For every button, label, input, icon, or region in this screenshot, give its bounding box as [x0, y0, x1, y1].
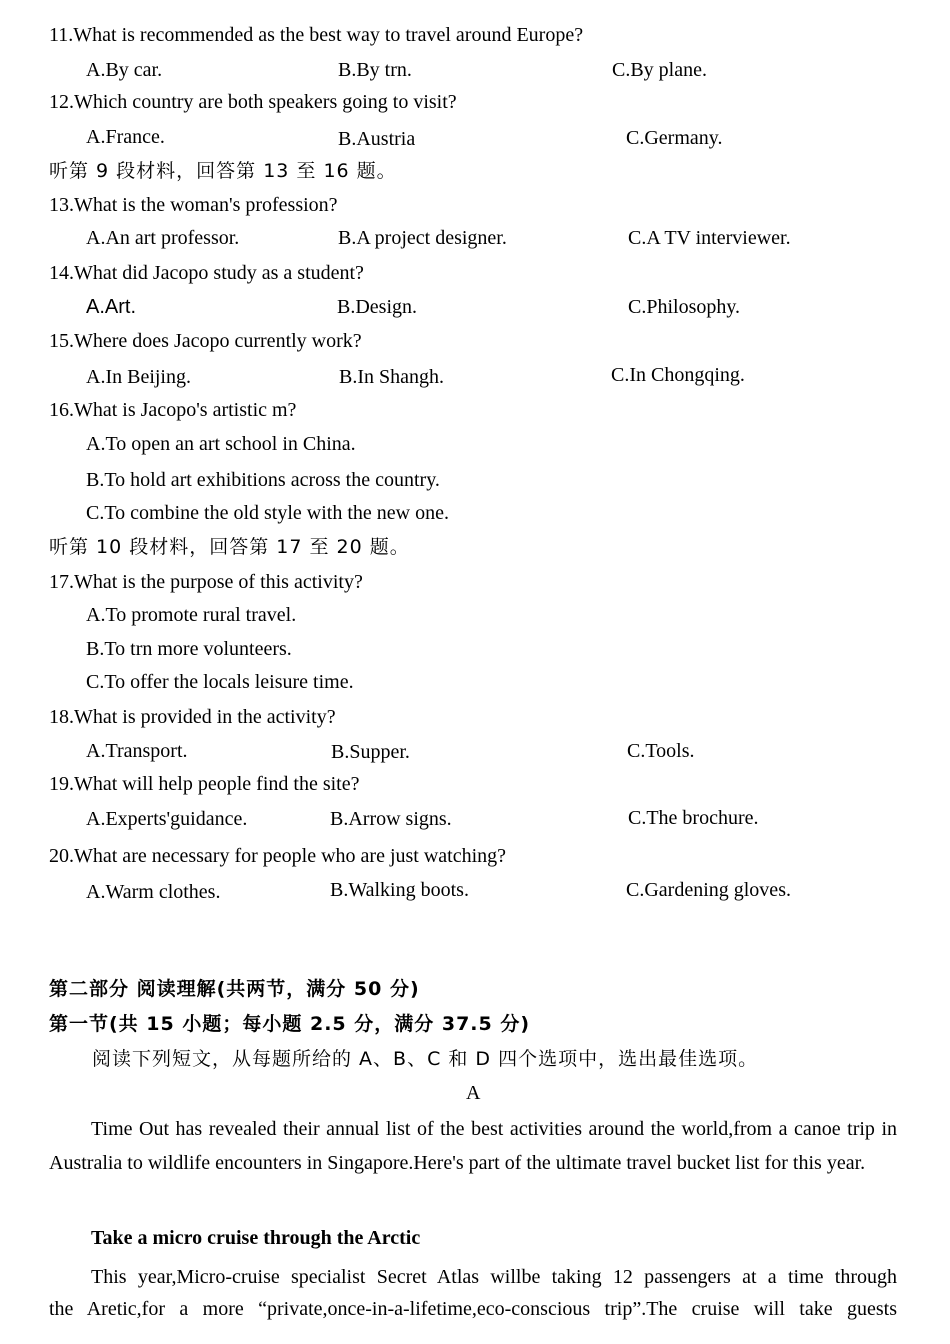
question-18-stem: 18.What is provided in the activity? — [49, 706, 336, 728]
question-16-option-a: A.To open an art school in China. — [86, 433, 356, 455]
question-14-option-a: A.Art. — [86, 296, 137, 318]
question-19-option-a: A.Experts'guidance. — [86, 808, 248, 830]
question-18-option-b: B.Supper. — [331, 741, 410, 763]
question-15-stem: 15.Where does Jacopo currently work? — [49, 330, 362, 352]
question-13-stem: 13.What is the woman's profession? — [49, 194, 338, 216]
question-12-option-b: B.Austria — [338, 128, 416, 150]
question-16-option-b: B.To hold art exhibitions across the country. — [86, 469, 440, 491]
question-18-option-a: A.Transport. — [86, 740, 188, 762]
question-20-option-c: C.Gardening gloves. — [626, 879, 791, 901]
question-11-option-c: C.By plane. — [612, 59, 707, 81]
question-11-option-b: B.By trn. — [338, 59, 412, 81]
question-15-option-c: C.In Chongqing. — [611, 364, 745, 386]
question-12-option-a: A.France. — [86, 126, 165, 148]
section-one-title: 第一节(共 15 小题；每小题 2.5 分，满分 37.5 分) — [49, 1013, 531, 1035]
paragraph-line-2: the Aretic,for a more “private,once-in-a-lifetime,eco-conscious trip”.The cruise will take guests — [49, 1298, 897, 1320]
question-13-option-a: A.An art professor. — [86, 227, 240, 249]
paragraph-line-1: This year,Micro-cruise specialist Secret Atlas willbe taking 12 passengers at a time through — [91, 1266, 897, 1288]
question-17-stem: 17.What is the purpose of this activity? — [49, 571, 363, 593]
reading-instruction: 阅读下列短文，从每题所给的 A、B、C 和 D 四个选项中，选出最佳选项。 — [92, 1048, 759, 1070]
part-two-title: 第二部分 阅读理解(共两节，满分 50 分) — [49, 978, 420, 1000]
question-18-option-c: C.Tools. — [627, 740, 695, 762]
question-16-stem: 16.What is Jacopo's artistic m? — [49, 399, 297, 421]
question-16-option-c: C.To combine the old style with the new one. — [86, 502, 449, 524]
question-17-option-b: B.To trn more volunteers. — [86, 638, 292, 660]
question-19-stem: 19.What will help people find the site? — [49, 773, 360, 795]
question-19-option-b: B.Arrow signs. — [330, 808, 452, 830]
question-17-option-a: A.To promote rural travel. — [86, 604, 297, 626]
question-20-stem: 20.What are necessary for people who are just watching? — [49, 845, 507, 867]
question-12-stem: 12.Which country are both speakers going to visit? — [49, 91, 457, 113]
question-11-stem: 11.What is recommended as the best way to travel around Europe? — [49, 24, 584, 46]
section-9-instruction: 听第 9 段材料，回答第 13 至 16 题。 — [49, 160, 397, 182]
question-11-option-a: A.By car. — [86, 59, 163, 81]
question-20-option-a: A.Warm clothes. — [86, 881, 221, 903]
question-19-option-c: C.The brochure. — [628, 807, 759, 829]
passage-intro-paragraph: Time Out has revealed their annual list of the best activities around the world,from a canoe trip in Australia to wildlife encounters in Singapore.Here's part of the ultimate travel bucket list for this year. — [49, 1118, 897, 1174]
question-13-option-b: B.A project designer. — [338, 227, 507, 249]
question-12-option-c: C.Germany. — [626, 127, 723, 149]
question-20-option-b: B.Walking boots. — [330, 879, 469, 901]
question-14-option-c: C.Philosophy. — [628, 296, 741, 318]
passage-heading: Take a micro cruise through the Arctic — [91, 1227, 421, 1249]
question-14-stem: 14.What did Jacopo study as a student? — [49, 262, 364, 284]
question-15-option-a: A.In Beijing. — [86, 366, 191, 388]
question-17-option-c: C.To offer the locals leisure time. — [86, 671, 354, 693]
passage-label: A — [466, 1082, 481, 1104]
question-14-option-b: B.Design. — [337, 296, 417, 318]
section-10-instruction: 听第 10 段材料，回答第 17 至 20 题。 — [49, 536, 410, 558]
question-13-option-c: C.A TV interviewer. — [628, 227, 791, 249]
question-15-option-b: B.In Shangh. — [339, 366, 444, 388]
